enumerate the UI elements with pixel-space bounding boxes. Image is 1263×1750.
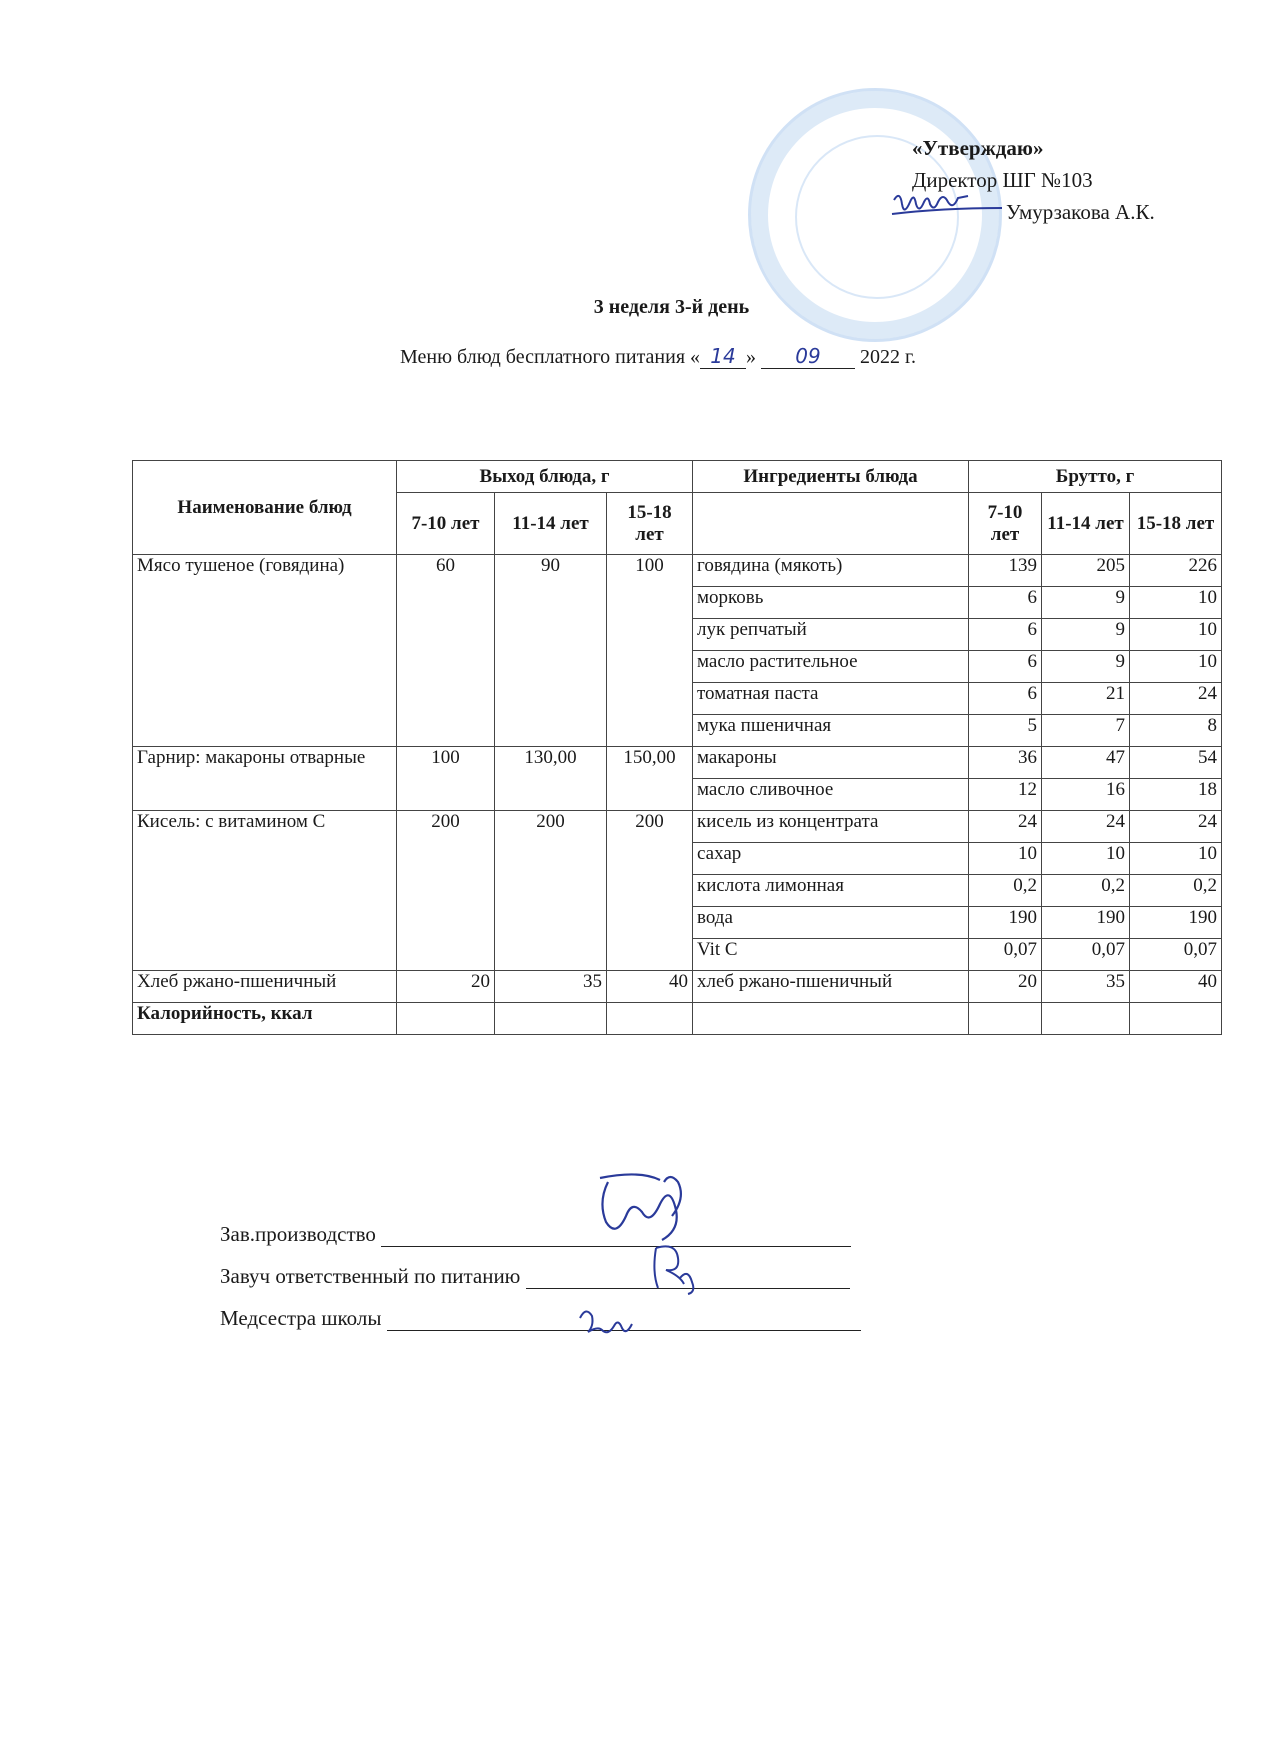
gross-11-14: 21 — [1042, 683, 1130, 715]
signature-label-production: Зав.производство — [220, 1222, 376, 1246]
dish-output-7-10: 20 — [397, 971, 495, 1003]
ingredient-name: говядина (мякоть) — [693, 555, 969, 587]
page-title: 3 неделя 3-й день — [593, 296, 750, 318]
gross-7-10: 6 — [969, 587, 1042, 619]
header-output-15-18: 15-18 лет — [607, 493, 693, 555]
ingredient-name: морковь — [693, 587, 969, 619]
ingredient-name: кислота лимонная — [693, 875, 969, 907]
ingredient-name: Vit C — [693, 939, 969, 971]
gross-7-10: 0,07 — [969, 939, 1042, 971]
ingredient-name: мука пшеничная — [693, 715, 969, 747]
dish-output-7-10: 200 — [397, 811, 495, 971]
gross-15-18: 24 — [1130, 683, 1222, 715]
header-ingredients: Ингредиенты блюда — [693, 461, 969, 493]
close-quote: » — [746, 346, 757, 368]
gross-7-10: 24 — [969, 811, 1042, 843]
gross-15-18: 54 — [1130, 747, 1222, 779]
handwritten-signatures — [560, 1168, 760, 1348]
gross-15-18: 10 — [1130, 587, 1222, 619]
approval-title: «Утверждаю» — [912, 136, 1044, 160]
gross-7-10: 36 — [969, 747, 1042, 779]
header-dish: Наименование блюд — [133, 461, 397, 555]
table-row — [133, 971, 1222, 1003]
ingredient-name: лук репчатый — [693, 619, 969, 651]
table-row — [133, 555, 1222, 587]
gross-15-18: 10 — [1130, 651, 1222, 683]
gross-11-14: 190 — [1042, 907, 1130, 939]
signature-row-head-teacher — [220, 1264, 861, 1306]
calories-cell — [397, 1003, 495, 1035]
gross-11-14: 9 — [1042, 619, 1130, 651]
calories-cell — [607, 1003, 693, 1035]
header-ingredient-blank — [693, 493, 969, 555]
approval-position: Директор ШГ №103 — [912, 168, 1093, 192]
signature-label-nurse: Медсестра школы — [220, 1306, 382, 1330]
ingredient-name: томатная паста — [693, 683, 969, 715]
dish-output-7-10: 100 — [397, 747, 495, 811]
dish-output-11-14: 130,00 — [495, 747, 607, 811]
gross-7-10: 6 — [969, 619, 1042, 651]
date-year: 2022 г. — [860, 346, 916, 368]
ingredient-name: масло растительное — [693, 651, 969, 683]
calories-cell — [693, 1003, 969, 1035]
gross-15-18: 10 — [1130, 619, 1222, 651]
dish-name: Хлеб ржано-пшеничный — [133, 971, 397, 1003]
dish-output-15-18: 150,00 — [607, 747, 693, 811]
menu-table — [132, 460, 1222, 1035]
calories-cell — [969, 1003, 1042, 1035]
gross-11-14: 35 — [1042, 971, 1130, 1003]
gross-11-14: 10 — [1042, 843, 1130, 875]
ingredient-name: вода — [693, 907, 969, 939]
dish-output-7-10: 60 — [397, 555, 495, 747]
dish-name: Кисель: с витамином С — [133, 811, 397, 971]
ingredient-name: сахар — [693, 843, 969, 875]
ingredient-name: хлеб ржано-пшеничный — [693, 971, 969, 1003]
calories-cell — [495, 1003, 607, 1035]
dish-output-11-14: 35 — [495, 971, 607, 1003]
ingredient-name: кисель из концентрата — [693, 811, 969, 843]
date-month: 09 — [761, 344, 855, 369]
header-gross-15-18: 15-18 лет — [1130, 493, 1222, 555]
header-gross: Брутто, г — [969, 461, 1222, 493]
signature-block — [220, 1222, 861, 1348]
dish-name: Мясо тушеное (говядина) — [133, 555, 397, 747]
gross-7-10: 10 — [969, 843, 1042, 875]
gross-11-14: 205 — [1042, 555, 1130, 587]
gross-11-14: 9 — [1042, 587, 1130, 619]
calories-cell — [1130, 1003, 1222, 1035]
open-quote: « — [690, 346, 701, 368]
signature-row-production — [220, 1222, 861, 1264]
gross-15-18: 226 — [1130, 555, 1222, 587]
gross-15-18: 8 — [1130, 715, 1222, 747]
subtitle-text: Меню блюд бесплатного питания — [400, 346, 686, 368]
header-output-7-10: 7-10 лет — [397, 493, 495, 555]
table-row — [133, 811, 1222, 843]
gross-7-10: 6 — [969, 683, 1042, 715]
dish-output-15-18: 100 — [607, 555, 693, 747]
gross-15-18: 0,07 — [1130, 939, 1222, 971]
calories-label: Калорийность, ккал — [133, 1003, 397, 1035]
table-row — [133, 747, 1222, 779]
gross-7-10: 6 — [969, 651, 1042, 683]
signature-row-nurse — [220, 1306, 861, 1348]
dish-output-15-18: 40 — [607, 971, 693, 1003]
gross-15-18: 10 — [1130, 843, 1222, 875]
date-day: 14 — [700, 344, 746, 369]
gross-11-14: 47 — [1042, 747, 1130, 779]
gross-11-14: 0,07 — [1042, 939, 1130, 971]
menu-subtitle — [400, 344, 916, 369]
gross-15-18: 190 — [1130, 907, 1222, 939]
header-output: Выход блюда, г — [397, 461, 693, 493]
gross-7-10: 5 — [969, 715, 1042, 747]
gross-7-10: 0,2 — [969, 875, 1042, 907]
ingredient-name: масло сливочное — [693, 779, 969, 811]
signature-label-head-teacher: Завуч ответственный по питанию — [220, 1264, 521, 1288]
director-signature — [890, 186, 1010, 226]
gross-15-18: 40 — [1130, 971, 1222, 1003]
header-gross-11-14: 11-14 лет — [1042, 493, 1130, 555]
dish-output-11-14: 200 — [495, 811, 607, 971]
gross-15-18: 18 — [1130, 779, 1222, 811]
header-output-11-14: 11-14 лет — [495, 493, 607, 555]
gross-7-10: 139 — [969, 555, 1042, 587]
gross-7-10: 190 — [969, 907, 1042, 939]
calories-cell — [1042, 1003, 1130, 1035]
gross-15-18: 24 — [1130, 811, 1222, 843]
gross-11-14: 9 — [1042, 651, 1130, 683]
calories-row — [133, 1003, 1222, 1035]
ingredient-name: макароны — [693, 747, 969, 779]
gross-15-18: 0,2 — [1130, 875, 1222, 907]
gross-7-10: 12 — [969, 779, 1042, 811]
gross-7-10: 20 — [969, 971, 1042, 1003]
gross-11-14: 16 — [1042, 779, 1130, 811]
dish-output-15-18: 200 — [607, 811, 693, 971]
gross-11-14: 24 — [1042, 811, 1130, 843]
approval-name: Умурзакова А.К. — [1006, 200, 1155, 224]
header-gross-7-10: 7-10 лет — [969, 493, 1042, 555]
gross-11-14: 0,2 — [1042, 875, 1130, 907]
dish-output-11-14: 90 — [495, 555, 607, 747]
gross-11-14: 7 — [1042, 715, 1130, 747]
dish-name: Гарнир: макароны отварные — [133, 747, 397, 811]
